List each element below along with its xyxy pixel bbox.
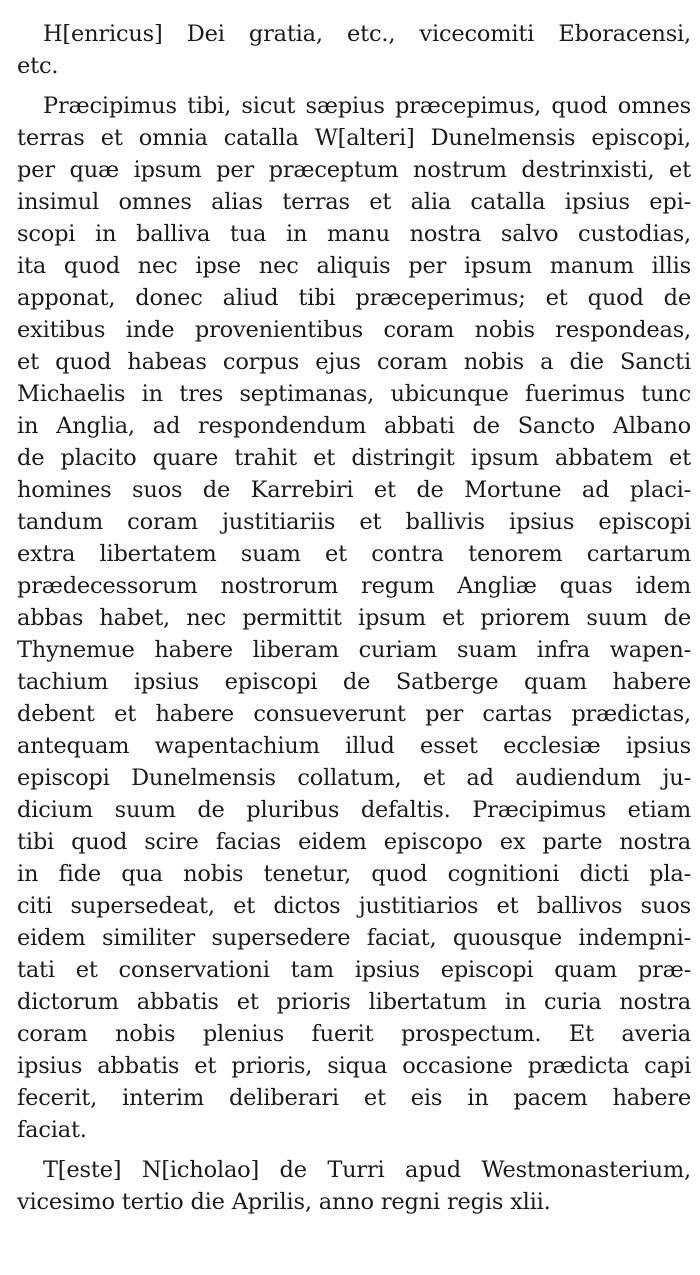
text-line: et quod habeas corpus ejus coram nobis a die Sancti: [17, 349, 691, 375]
text-line: in fide qua nobis tenetur, quod cognitioni dicti pla-: [17, 861, 691, 887]
text-line: tibi quod scire facias eidem episcopo ex parte nostra: [17, 829, 691, 855]
text-line: coram nobis plenius fuerit prospectum. Et averia: [17, 1021, 691, 1047]
text-line: debent et habere consueverunt per cartas prædictas,: [17, 701, 691, 727]
text-line: apponat, donec aliud tibi præceperimus; et quod de: [17, 285, 691, 311]
text-line: Præcipimus tibi, sicut sæpius præcepimus, quod omnes: [43, 93, 691, 119]
text-line: citi supersedeat, et dictos justitiarios et ballivos suos: [17, 893, 691, 919]
text-line: Michaelis in tres septimanas, ubicunque fuerimus tunc: [17, 381, 691, 407]
text-line: etc.: [17, 53, 59, 79]
text-line: faciat.: [17, 1117, 87, 1143]
text-line: tandum coram justitiariis et ballivis ipsius episcopi: [17, 509, 691, 535]
text-line: Thynemue habere liberam curiam suam infra wapen-: [17, 637, 691, 663]
text-line: dicium suum de pluribus defaltis. Præcipimus etiam: [17, 797, 691, 823]
text-line: ipsius abbatis et prioris, siqua occasione prædicta capi: [17, 1053, 691, 1079]
text-line: fecerit, interim deliberari et eis in pacem habere: [17, 1085, 691, 1111]
text-line: tati et conservationi tam ipsius episcopi quam præ-: [17, 957, 691, 983]
text-line: de placito quare trahit et distringit ipsum abbatem et: [17, 445, 691, 471]
text-line: ita quod nec ipse nec aliquis per ipsum manum illis: [17, 253, 691, 279]
text-line: in Anglia, ad respondendum abbati de Sancto Albano: [17, 413, 691, 439]
text-line: dictorum abbatis et prioris libertatum in curia nostra: [17, 989, 691, 1015]
text-line: exitibus inde provenientibus coram nobis respondeas,: [17, 317, 691, 343]
text-line: episcopi Dunelmensis collatum, et ad audiendum ju-: [17, 765, 691, 791]
text-line: tachium ipsius episcopi de Satberge quam habere: [17, 669, 691, 695]
text-line: insimul omnes alias terras et alia catalla ipsius epi-: [17, 189, 691, 215]
text-line: extra libertatem suam et contra tenorem cartarum: [17, 541, 691, 567]
text-line: eidem similiter supersedere faciat, quousque indempni-: [17, 925, 691, 951]
text-line: H[enricus] Dei gratia, etc., vicecomiti Eboracensi,: [43, 21, 691, 47]
text-line: antequam wapentachium illud esset ecclesiæ ipsius: [17, 733, 691, 759]
text-line: per quæ ipsum per præceptum nostrum destrinxisti, et: [17, 157, 691, 183]
text-line: terras et omnia catalla W[alteri] Dunelmensis episcopi,: [17, 125, 691, 151]
text-line: vicesimo tertio die Aprilis, anno regni regis xlii.: [17, 1189, 551, 1215]
text-line: homines suos de Karrebiri et de Mortune ad placi-: [17, 477, 691, 503]
text-line: prædecessorum nostrorum regum Angliæ quas idem: [17, 573, 691, 599]
text-line: T[este] N[icholao] de Turri apud Westmonasterium,: [43, 1157, 691, 1183]
text-line: scopi in balliva tua in manu nostra salvo custodias,: [17, 221, 691, 247]
text-line: abbas habet, nec permittit ipsum et priorem suum de: [17, 605, 691, 631]
